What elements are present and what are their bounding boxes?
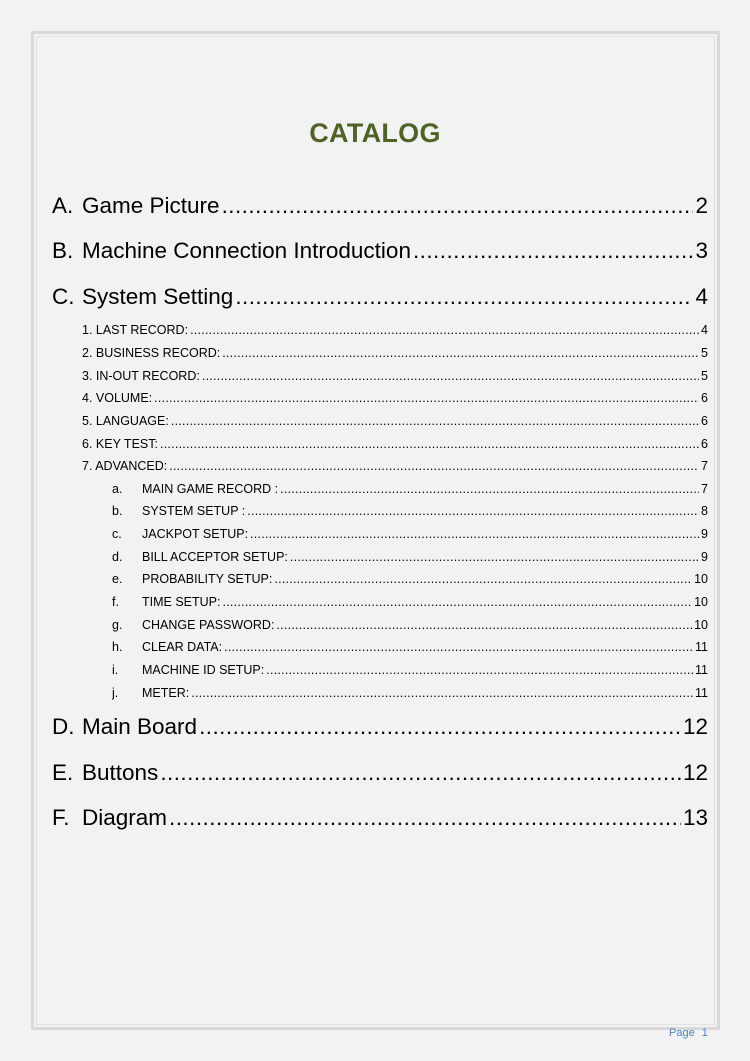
toc-label: SYSTEM SETUP :: [142, 504, 246, 518]
toc-page-number: 11: [695, 686, 708, 700]
toc-dot-leader: [247, 502, 699, 520]
toc-entry-main-game-record[interactable]: [112, 480, 708, 498]
toc-dot-leader: [171, 412, 699, 430]
toc-entry-buttons[interactable]: [52, 758, 708, 788]
toc-entry-in-out-record[interactable]: [82, 367, 708, 385]
toc-label: TIME SETUP:: [142, 595, 221, 609]
toc-label: MAIN GAME RECORD :: [142, 482, 279, 496]
toc-entry-jackpot-setup[interactable]: [112, 525, 708, 543]
toc-page-number: 10: [694, 572, 708, 586]
toc-label: PROBABILITY SETUP:: [142, 572, 273, 586]
toc-entry-machine-id-setup[interactable]: [112, 661, 708, 679]
toc-dot-leader: [169, 803, 681, 833]
toc-label: 3. IN-OUT RECORD:: [82, 369, 200, 383]
toc-marker: a.: [112, 482, 123, 496]
toc-page-number: 12: [682, 760, 708, 785]
toc-page-number: 6: [701, 414, 708, 428]
toc-label: CLEAR DATA:: [142, 640, 223, 654]
toc-dot-leader: [290, 548, 699, 566]
toc-page-number: 10: [694, 618, 708, 632]
toc-marker: C.: [52, 284, 75, 309]
toc-page-number: 6: [701, 391, 708, 405]
toc-dot-leader: [191, 684, 693, 702]
toc-label: Diagram: [82, 805, 168, 830]
toc-entry-advanced[interactable]: [82, 457, 708, 475]
toc-label: Buttons: [82, 760, 159, 785]
toc-marker: g.: [112, 618, 123, 632]
toc-page-number: 11: [695, 640, 708, 654]
toc-dot-leader: [274, 570, 692, 588]
toc-marker: h.: [112, 640, 123, 654]
toc-dot-leader: [276, 616, 692, 634]
toc-dot-leader: [190, 321, 699, 339]
toc-entry-system-setting[interactable]: [52, 282, 708, 312]
toc-dot-leader: [250, 525, 699, 543]
toc-dot-leader: [154, 389, 699, 407]
toc-label: 4. VOLUME:: [82, 391, 153, 405]
footer-page-number: 1: [701, 1027, 708, 1039]
toc-dot-leader: [266, 661, 693, 679]
toc-page-number: 10: [694, 595, 708, 609]
toc-entry-system-setup[interactable]: [112, 502, 708, 520]
toc-label: Game Picture: [82, 193, 220, 218]
toc-page-number: 9: [701, 527, 708, 541]
toc-page-number: 12: [682, 714, 708, 739]
toc-entry-business-record[interactable]: [82, 344, 708, 362]
toc-page-number: 4: [695, 284, 708, 309]
toc-entry-change-password[interactable]: [112, 616, 708, 634]
toc-page-number: 5: [701, 346, 708, 360]
toc-page-number: 2: [695, 193, 708, 218]
toc-marker: D.: [52, 714, 75, 739]
toc-dot-leader: [222, 593, 692, 611]
toc-page-number: 3: [695, 238, 708, 263]
toc-dot-leader: [224, 638, 693, 656]
toc-page-number: 7: [701, 459, 708, 473]
toc-marker: e.: [112, 572, 123, 586]
toc-entry-last-record[interactable]: [82, 321, 708, 339]
toc-entry-volume[interactable]: [82, 389, 708, 407]
toc-label: 1. LAST RECORD:: [82, 323, 189, 337]
catalog-title: CATALOG: [309, 118, 441, 148]
toc-marker: c.: [112, 527, 122, 541]
toc-entry-diagram[interactable]: [52, 803, 708, 833]
toc-label: Main Board: [82, 714, 198, 739]
toc-dot-leader: [222, 191, 694, 221]
toc-marker: j.: [112, 686, 119, 700]
toc-marker: i.: [112, 663, 119, 677]
toc-dot-leader: [222, 344, 699, 362]
toc-page-number: 6: [701, 437, 708, 451]
toc-entry-bill-acceptor-setup[interactable]: [112, 548, 708, 566]
toc-label: 2. BUSINESS RECORD:: [82, 346, 221, 360]
toc-page-number: 5: [701, 369, 708, 383]
toc-marker: B.: [52, 238, 74, 263]
footer-page-label: Page: [669, 1027, 695, 1039]
toc-page-number: 7: [701, 482, 708, 496]
toc-dot-leader: [169, 457, 699, 475]
toc-entry-probability-setup[interactable]: [112, 570, 708, 588]
toc-dot-leader: [199, 712, 681, 742]
toc-entry-meter[interactable]: [112, 684, 708, 702]
toc-label: 5. LANGUAGE:: [82, 414, 169, 428]
toc-marker: f.: [112, 595, 119, 609]
toc-marker: d.: [112, 550, 123, 564]
toc-page-number: 11: [695, 663, 708, 677]
toc-dot-leader: [202, 367, 699, 385]
toc-label: 7. ADVANCED:: [82, 459, 168, 473]
toc-page-number: 4: [701, 323, 708, 337]
toc-dot-leader: [235, 282, 693, 312]
toc-label: 6. KEY TEST:: [82, 437, 158, 451]
toc-label: CHANGE PASSWORD:: [142, 618, 275, 632]
toc-dot-leader: [280, 480, 699, 498]
toc-dot-leader: [160, 758, 681, 788]
toc-label: MACHINE ID SETUP:: [142, 663, 265, 677]
toc-label: System Setting: [82, 284, 234, 309]
toc-label: JACKPOT SETUP:: [142, 527, 249, 541]
toc-entry-machine-connection[interactable]: [52, 236, 708, 266]
toc-entry-clear-data[interactable]: [112, 638, 708, 656]
toc-entry-key-test[interactable]: [82, 435, 708, 453]
toc-marker: F.: [52, 805, 70, 830]
toc-marker: b.: [112, 504, 123, 518]
toc-marker: A.: [52, 193, 74, 218]
toc-entry-language[interactable]: [82, 412, 708, 430]
toc-page-number: 13: [682, 805, 708, 830]
toc-page-number: 8: [701, 504, 708, 518]
toc-entry-game-picture[interactable]: [52, 191, 708, 221]
toc-dot-leader: [413, 236, 694, 266]
page-footer: [669, 1027, 715, 1039]
toc-entry-time-setup[interactable]: [112, 593, 708, 611]
toc-marker: E.: [52, 760, 74, 785]
toc-label: Machine Connection Introduction: [82, 238, 411, 263]
toc-dot-leader: [160, 435, 699, 453]
toc-label: BILL ACCEPTOR SETUP:: [142, 550, 288, 564]
toc-entry-main-board[interactable]: [52, 712, 708, 742]
toc-page-number: 9: [701, 550, 708, 564]
toc-label: METER:: [142, 686, 190, 700]
